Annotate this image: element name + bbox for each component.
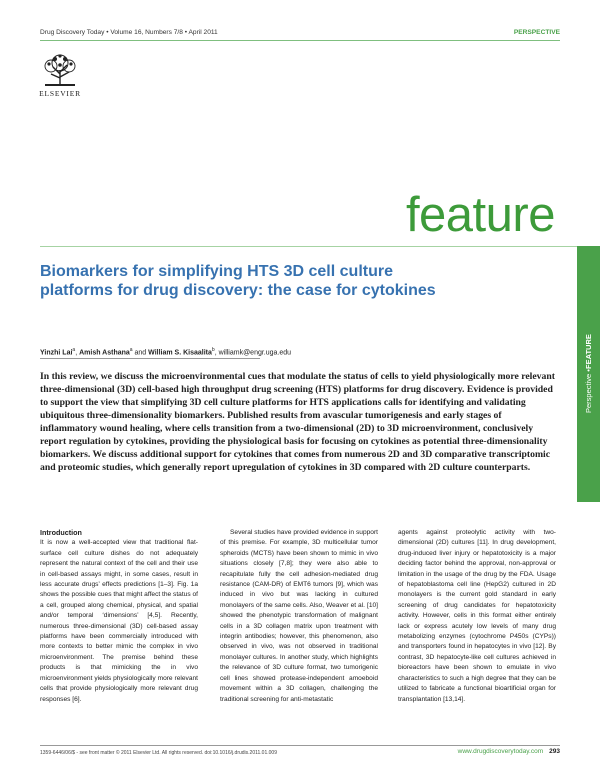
- author-1-affil: a: [72, 347, 76, 353]
- feature-divider: [40, 246, 580, 247]
- side-tab-label: [577, 246, 600, 502]
- author-3: William S. Kisaalita: [148, 349, 212, 357]
- body-paragraph: agents against proteolytic activity with two-dimensional (2D) cultures [11]. In drug development, drug-induced liver injury or hepatotoxicity is a major deciding factor behind the approval, non-approval or limitation in the usage of the drug by the FDA. Usage of hepatoblastoma cell line (HepG2) cultured in 2D monolayers is the current gold standard in early screening of drug candidates for hepatotoxicity activity. However, cells in this format either entirely lack or express acutely low levels of many drug metabolizing enzymes (cytochrome P450s (CYPs)) and transporters found in hepatocytes in vivo [12]. By contrast, 3D hepatocyte-like cell cultures achieved in bioreactors have been shown to emulate in vivo characteristics to such a high degree that they can be utilized to fabricate a functional bioartificial organ for transplantation [13,14].: [398, 529, 556, 703]
- author-2-affil: a: [129, 347, 133, 353]
- feature-label: feature: [405, 188, 555, 242]
- footer-website-link[interactable]: www.drugdiscoverytoday.com: [457, 748, 544, 755]
- author-email[interactable]: williamk@engr.uga.edu: [218, 349, 292, 357]
- footer-copyright: 1359-6446/06/$ - see front matter © 2011 Elsevier Ltd. All rights reserved. doi:10.1016/j.drudis.2011.01.009: [40, 750, 277, 756]
- body-paragraph: It is now a well-accepted view that traditional flat-surface cell culture dishes do not adequately represent the natural context of the cell and their use in cell-based assays might, in some cases, result in less accurate drugs’ effects predictions [1–3]. Fig. 1a shows the possible cues that might affect the status of a cell, grouped along chemical, physical, and spatial and/or temporal ‘dimensions’ [4,5]. Recently, numerous three-dimensional (3D) cell-based assay platforms have been commercially introduced with more contexts to better mimic the complex in vivo microenvironment. The premise behind these products is that mimicking the in vivo microenvironment yields physiologically more relevant cells that provide physiologically more relevant drug responses [6].: [40, 539, 198, 703]
- side-tab-prefix: Perspective •: [584, 369, 593, 414]
- author-line: Yinzhi Lai$^a$, Amish Asthana$^a$ and William S. Kisaalita$^b$, williamk@engr.uga.edu: [40, 347, 292, 357]
- author-1: Yinzhi Lai: [40, 349, 73, 357]
- page-number: 293: [549, 748, 560, 755]
- elsevier-tree-icon: [39, 52, 81, 88]
- author-divider: [40, 358, 260, 359]
- publisher-logo: [39, 52, 81, 98]
- author-2: Amish Asthana: [79, 349, 130, 357]
- header-divider: [40, 40, 560, 41]
- author-3-affil: b: [211, 347, 215, 353]
- section-label: PERSPECTIVE: [513, 29, 560, 36]
- footer-divider: [40, 745, 560, 746]
- section-heading-introduction: Introduction: [40, 528, 82, 537]
- article-title: Biomarkers for simplifying HTS 3D cell culture platforms for drug discovery: the case for cytokines: [40, 263, 436, 299]
- journal-info: Drug Discovery Today • Volume 16, Numbers 7/8 • April 2011: [40, 29, 218, 36]
- abstract: In this review, we discuss the microenvironmental cues that modulate the status of cells to yield physiologically more relevant three-dimensional (3D) cell-based high throughput drug screening (HTS) platforms for drug discovery. Evidence is provided to support the view that simplifying 3D cell culture platforms for HTS applications calls for identifying and validating ubiquitous three-dimensionality biomarkers. Published results from avascular tumorigenesis and early stages of inflammatory wound healing, where cells transition from a two-dimensional (2D) to 3D microenvironment, conclusively report regulation by cytokines, providing the physiological basis for focusing on cytokines as potential three-dimensionality biomarkers. We discuss additional support for cytokines that comes from numerous 2D and 3D comparative transcriptomic and proteomic studies, which generally report upregulation of cytokines in 3D compared with 2D culture counterparts.: [40, 371, 555, 473]
- publisher-name: ELSEVIER: [39, 89, 81, 98]
- side-tab-strong: FEATURE: [584, 334, 593, 370]
- body-column-1: [40, 528, 198, 705]
- footer-right: [458, 748, 560, 755]
- body-column-2: [220, 528, 378, 705]
- body-paragraph: Several studies have provided evidence in support of this premise. For example, 3D multicellular tumor spheroids (MCTS) have been shown to mimic in vivo situations closely [7,8]; they were also able to recapitulate fully the cell adhesion-mediated drug resistance (CAM-DR) of EMT6 tumors [9], which was induced in vivo but was lacking in cultured monolayers of the same cells. Also, Weaver et al. [10] showed the phenotypic transformation of malignant cells in a 3D collagen matrix upon treatment with integrin antibodies; however, this phenomenon, also observed in vivo, was not observed in traditional monolayer cultures. In another study, which highlights the relevance of 3D culture format, two tumorigenic cell lines showed protease-independent amoeboid movement within a 3D collagen, challenging the traditional screening for anti-metastatic: [220, 529, 378, 703]
- body-column-3: [398, 528, 556, 705]
